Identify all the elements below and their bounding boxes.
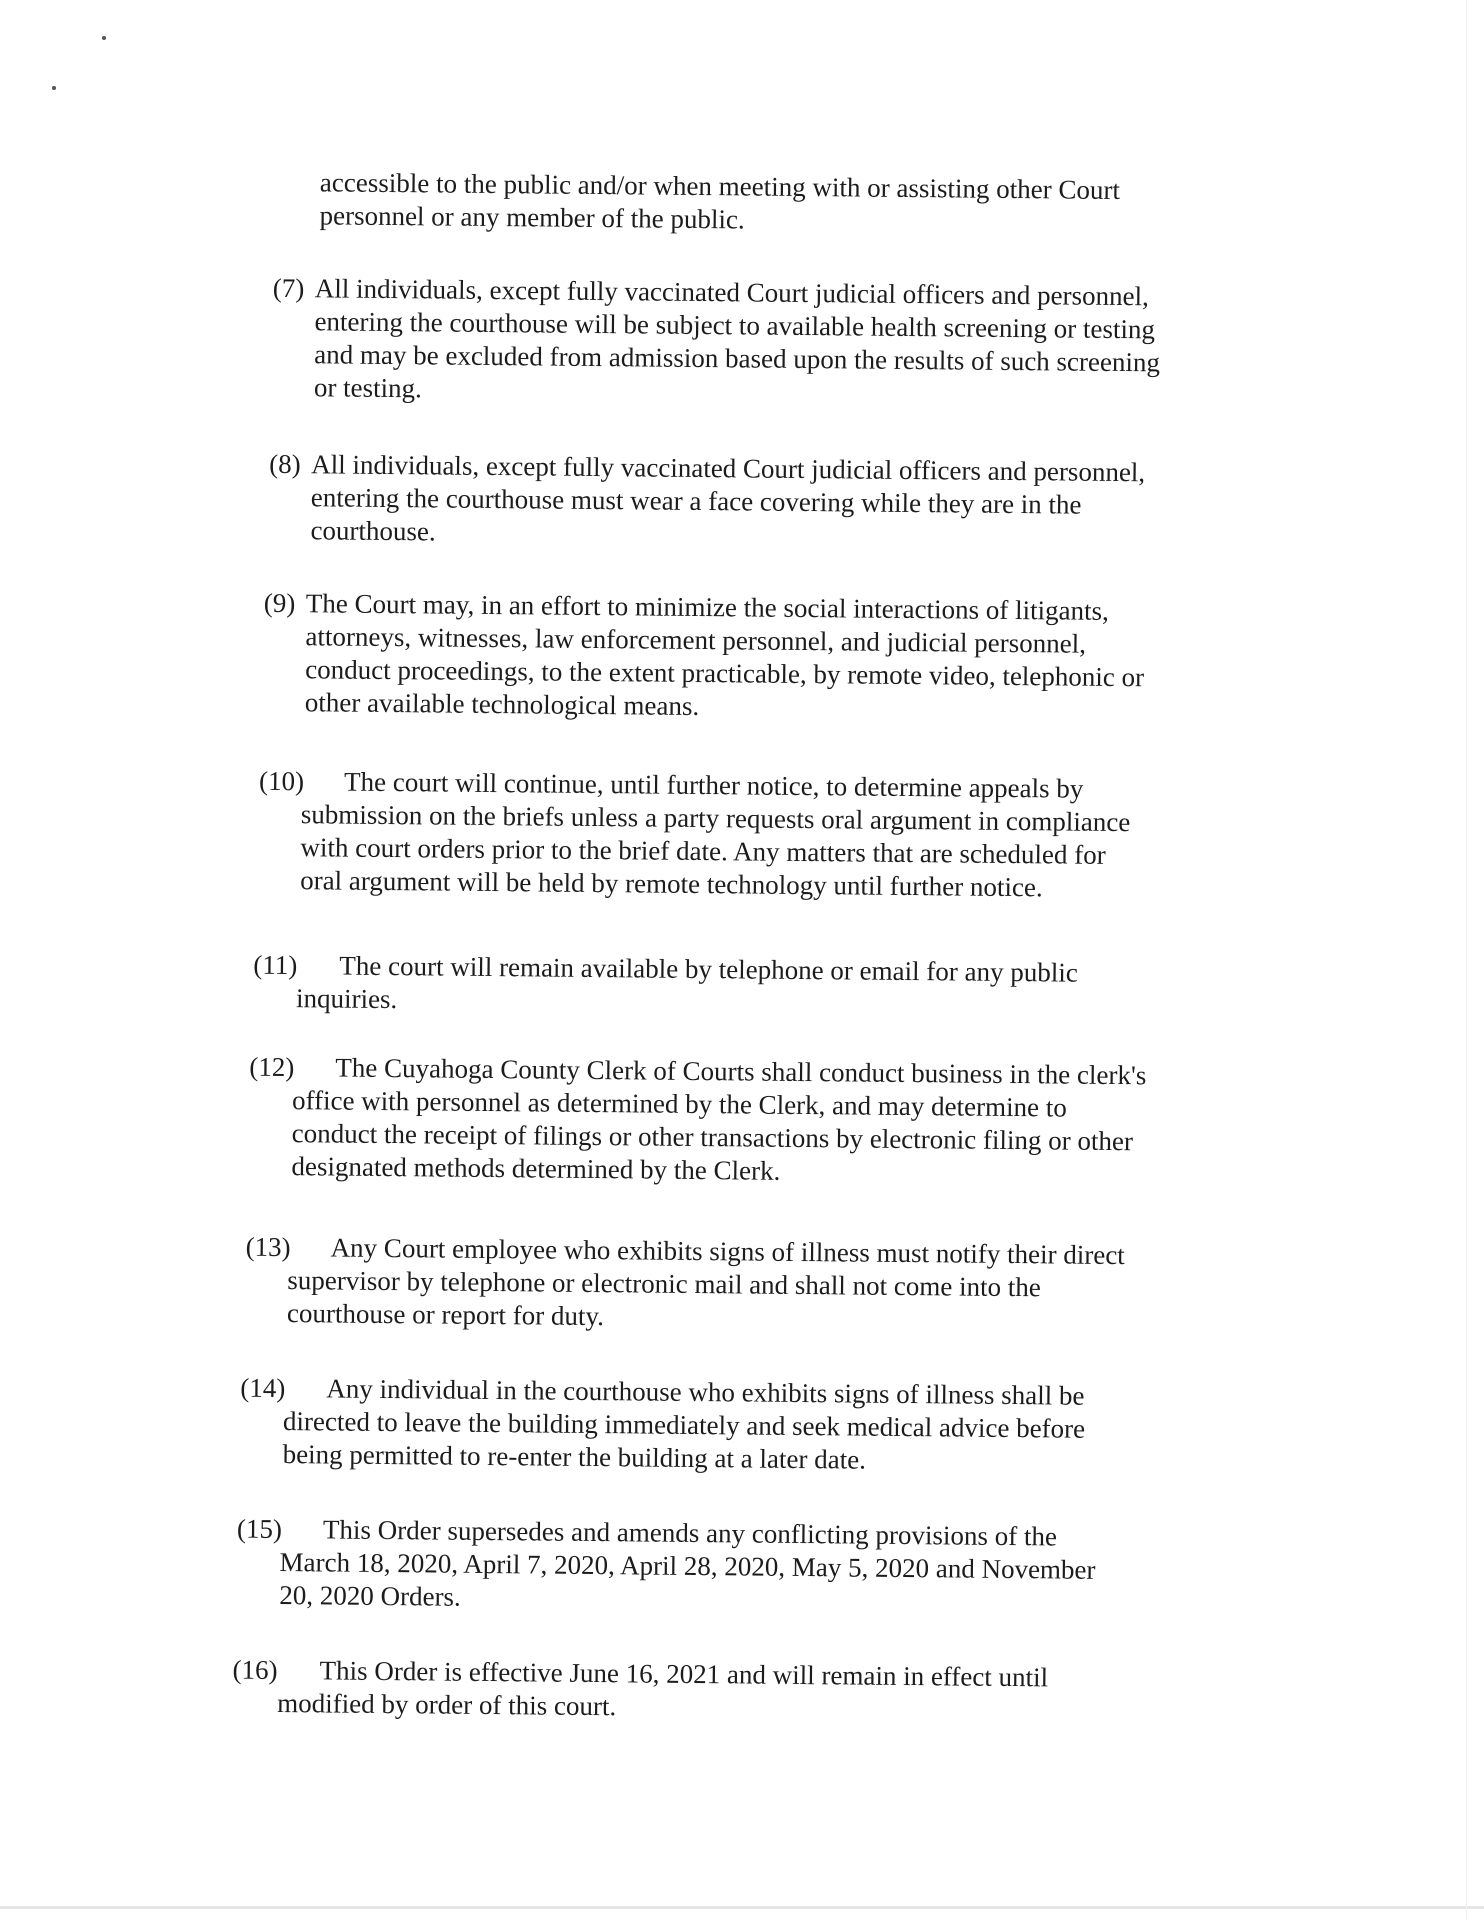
paragraph-line: with court orders prior to the brief date. Any matters that are scheduled for <box>300 832 1106 870</box>
paragraph-number: (10) <box>258 765 305 797</box>
paragraph-line: personnel or any member of the public. <box>319 200 745 235</box>
paragraph-line: entering the courthouse will be subject to available health screening or testing <box>314 306 1156 345</box>
paragraph-line: or testing. <box>313 372 423 404</box>
paragraph-number: (9) <box>263 587 296 619</box>
paragraph-line: and may be excluded from admission based upon the results of such screening <box>314 339 1161 378</box>
paragraph-number: (11) <box>253 949 298 981</box>
paragraph-line: oral argument will be held by remote technology until further notice. <box>300 865 1043 903</box>
paragraph-line: March 18, 2020, April 7, 2020, April 28, 2020, May 5, 2020 and November <box>279 1546 1096 1585</box>
paragraph-line: conduct the receipt of filings or other transactions by electronic filing or other <box>291 1118 1134 1157</box>
paragraph-line: accessible to the public and/or when meeting with or assisting other Court <box>319 167 1121 205</box>
document-body <box>9 0 1484 1722</box>
paragraph-line: This Order supersedes and amends any conflicting provisions of the <box>322 1514 1058 1552</box>
paragraph-line: The court will continue, until further notice, to determine appeals by <box>343 766 1084 804</box>
paragraph-line: All individuals, except fully vaccinated Court judicial officers and personnel, <box>314 273 1149 312</box>
paragraph-number: (16) <box>232 1654 278 1685</box>
paragraph-number: (13) <box>245 1231 291 1263</box>
paragraph-line: modified by order of this court. <box>277 1687 617 1722</box>
scan-bottom-edge <box>0 1906 1484 1909</box>
scan-right-edge <box>1466 0 1467 1920</box>
paragraph-number: (8) <box>269 448 301 480</box>
paragraph-line: courthouse. <box>310 515 436 547</box>
paragraph-number: (7) <box>272 272 305 304</box>
paragraph-line: office with personnel as determined by the Clerk, and may determine to <box>291 1085 1067 1123</box>
paragraph-line: conduct proceedings, to the extent practicable, by remote video, telephonic or <box>305 654 1145 693</box>
paragraph-number: (14) <box>240 1372 286 1404</box>
paragraph-number: (15) <box>236 1513 283 1545</box>
paragraph-line: 20, 2020 Orders. <box>279 1579 461 1612</box>
scan-speck <box>102 36 106 40</box>
paragraph-line: entering the courthouse must wear a face covering while they are in the <box>310 482 1082 520</box>
paragraph-line: This Order is effective June 16, 2021 and will remain in effect until <box>319 1655 1049 1693</box>
paragraph-line: Any individual in the courthouse who exhibits signs of illness shall be <box>326 1373 1085 1411</box>
paragraph-line: supervisor by telephone or electronic mail and shall not come into the <box>287 1265 1041 1303</box>
paragraph-line: Any Court employee who exhibits signs of illness must notify their direct <box>330 1232 1125 1271</box>
paragraph-line: being permitted to re-enter the building at a later date. <box>282 1439 867 1475</box>
paragraph-line: courthouse or report for duty. <box>286 1298 605 1332</box>
paragraph-line: The Cuyahoga County Clerk of Courts shall conduct business in the clerk's <box>335 1052 1147 1091</box>
paragraph-line: The Court may, in an effort to minimize the social interactions of litigants, <box>305 588 1110 626</box>
paragraph-line: All individuals, except fully vaccinated Court judicial officers and personnel, <box>311 449 1146 488</box>
scan-speck <box>52 86 56 90</box>
paragraph-number: (12) <box>249 1051 295 1083</box>
paragraph-line: submission on the briefs unless a party requests oral argument in compliance <box>300 799 1131 838</box>
paragraph-line: other available technological means. <box>304 687 700 721</box>
paragraph-line: inquiries. <box>295 983 398 1015</box>
paragraph-line: directed to leave the building immediately and seek medical advice before <box>282 1406 1086 1444</box>
paragraph-line: designated methods determined by the Clerk. <box>291 1151 781 1186</box>
paragraph-line: The court will remain available by telephone or email for any public <box>339 950 1078 988</box>
paragraph-line: attorneys, witnesses, law enforcement personnel, and judicial personnel, <box>305 621 1087 659</box>
